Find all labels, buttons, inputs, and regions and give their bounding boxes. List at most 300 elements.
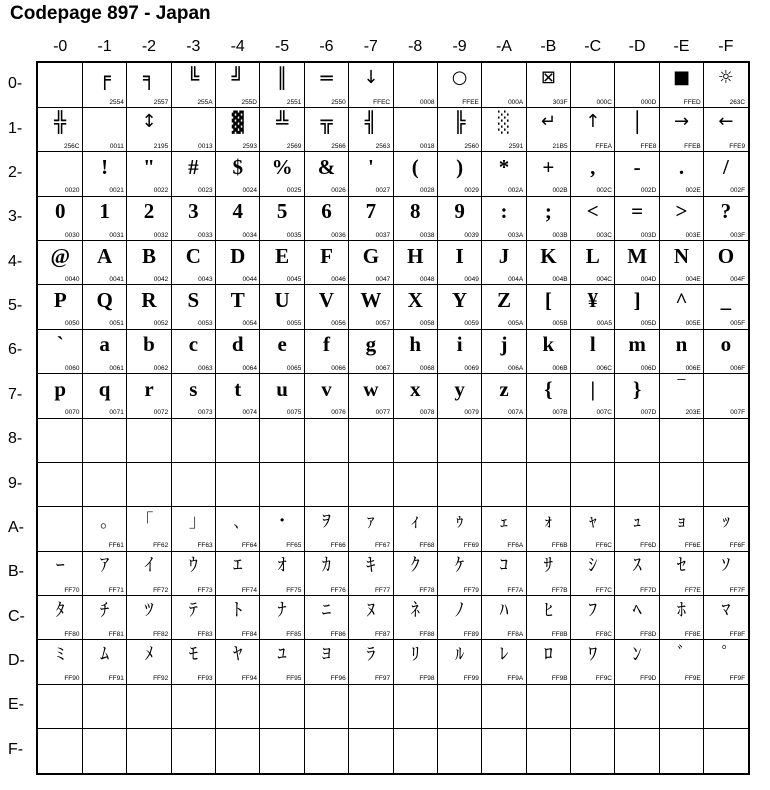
character-glyph: ｦ <box>322 510 331 532</box>
character-glyph: : <box>500 199 508 224</box>
unicode-code: FF9C <box>595 675 612 683</box>
character-glyph: ﾛ <box>543 643 553 665</box>
code-cell <box>82 374 127 419</box>
unicode-code: 002A <box>508 187 524 195</box>
code-cell <box>526 285 571 330</box>
character-glyph: ﾆ <box>322 599 331 621</box>
code-cell <box>82 329 127 374</box>
column-header: -E <box>673 38 690 55</box>
character-glyph: Q <box>96 287 113 312</box>
unicode-code: 0047 <box>375 276 391 283</box>
character-glyph: ! <box>101 154 109 179</box>
unicode-code: FF61 <box>108 542 124 550</box>
code-cell <box>571 241 616 286</box>
character-glyph: E <box>275 243 290 268</box>
code-cell <box>571 285 616 330</box>
character-glyph: ｺ <box>499 555 509 577</box>
code-cell <box>82 640 127 685</box>
unicode-code: 0018 <box>420 142 435 150</box>
unicode-code: 0036 <box>331 231 346 239</box>
row-header: F- <box>8 740 24 758</box>
code-cell <box>349 241 394 286</box>
code-cell <box>393 374 438 419</box>
code-cell <box>393 107 438 152</box>
unicode-code: 0034 <box>242 231 257 239</box>
code-cell <box>349 640 394 685</box>
character-glyph: A <box>97 243 113 268</box>
character-glyph: , <box>590 154 596 179</box>
code-cell <box>38 596 83 641</box>
code-cell <box>526 640 571 685</box>
code-cell <box>260 640 305 685</box>
code-cell <box>349 196 394 241</box>
unicode-code: 0022 <box>153 187 169 195</box>
character-glyph: 4 <box>232 199 243 224</box>
character-glyph: ░ <box>497 110 511 135</box>
column-header: -9 <box>452 38 467 55</box>
character-glyph: ｼ <box>588 555 598 577</box>
column-header: -F <box>718 38 734 55</box>
code-cell <box>127 63 172 108</box>
code-cell <box>482 596 527 641</box>
column-header: -2 <box>141 38 157 55</box>
code-cell <box>304 63 349 108</box>
unicode-code: 003E <box>685 231 701 239</box>
code-cell <box>437 196 482 241</box>
character-glyph: w <box>363 376 379 401</box>
column-header: -A <box>495 38 512 55</box>
character-glyph: ¥ <box>587 287 598 312</box>
unicode-code: 0060 <box>65 364 80 372</box>
unicode-code: FF7F <box>729 586 746 594</box>
code-cell <box>437 507 482 552</box>
character-glyph: ｲ <box>144 555 154 577</box>
code-cell <box>349 107 394 152</box>
code-cell <box>216 196 261 241</box>
unicode-code: FF8D <box>640 631 657 638</box>
unicode-code: 0067 <box>375 364 391 372</box>
character-glyph: │ <box>631 110 644 135</box>
code-cell <box>304 107 349 152</box>
unicode-code: 0064 <box>242 364 257 372</box>
unicode-code: 00A5 <box>596 320 612 328</box>
code-cell <box>393 63 438 108</box>
row-header: 7- <box>8 385 23 403</box>
character-glyph: b <box>143 332 155 357</box>
code-cell <box>38 107 83 152</box>
code-cell <box>38 551 83 596</box>
code-cell <box>304 241 349 286</box>
code-cell <box>38 152 83 197</box>
unicode-code: 0050 <box>65 320 80 328</box>
unicode-code: 2591 <box>508 142 524 150</box>
unicode-code: FF69 <box>463 542 479 550</box>
character-glyph: R <box>141 287 157 312</box>
code-cell <box>437 640 482 685</box>
unicode-code: 003D <box>640 231 657 239</box>
code-cell <box>437 63 482 108</box>
code-cell <box>526 152 571 197</box>
code-cell <box>304 152 349 197</box>
unicode-code: FF70 <box>64 586 80 594</box>
code-cell <box>482 196 527 241</box>
code-cell <box>659 152 704 197</box>
code-cell <box>659 63 704 108</box>
unicode-code: FF96 <box>330 675 346 683</box>
unicode-code: FF8F <box>729 631 746 638</box>
code-cell <box>659 329 704 374</box>
code-cell <box>349 596 394 641</box>
code-cell <box>216 329 261 374</box>
code-cell <box>171 329 216 374</box>
character-glyph: ╬ <box>54 110 67 135</box>
unicode-code: 2550 <box>331 98 346 106</box>
code-cell <box>38 640 83 685</box>
unicode-code: FF93 <box>197 675 213 683</box>
unicode-code: 0040 <box>65 276 80 283</box>
character-glyph: ` <box>56 332 64 357</box>
unicode-code: FF8C <box>595 631 612 638</box>
code-cell <box>704 374 749 419</box>
unicode-code: FF94 <box>241 675 257 683</box>
unicode-code: 005E <box>685 320 701 328</box>
unicode-code: 0073 <box>198 409 213 417</box>
unicode-code: FF78 <box>419 586 435 594</box>
unicode-code: FF6B <box>551 542 568 550</box>
character-glyph: c <box>188 332 199 357</box>
character-glyph: ﾕ <box>277 643 287 665</box>
unicode-code: FFEE <box>462 98 479 106</box>
code-cell <box>526 196 571 241</box>
character-glyph: h <box>409 332 422 357</box>
unicode-code: 006D <box>640 364 657 372</box>
character-glyph: r <box>144 376 154 401</box>
unicode-code: FF7A <box>507 586 524 594</box>
character-glyph: ﾌ <box>588 599 598 621</box>
character-glyph: $ <box>232 154 243 179</box>
code-cell <box>482 551 527 596</box>
unicode-code: FF83 <box>197 631 213 638</box>
grid-line <box>38 728 748 729</box>
grid-line <box>38 462 748 463</box>
unicode-code: 0026 <box>331 187 346 195</box>
unicode-code: 263C <box>729 98 746 106</box>
unicode-code: FFED <box>683 98 701 106</box>
character-glyph: ｶ <box>322 555 331 577</box>
character-glyph: = <box>631 199 644 224</box>
character-glyph: ' <box>367 154 374 179</box>
row-header: 4- <box>8 252 23 270</box>
character-glyph: ｪ <box>499 510 509 532</box>
character-glyph: ■ <box>672 67 690 88</box>
code-cell <box>260 551 305 596</box>
unicode-code: 007B <box>552 409 568 417</box>
character-glyph: ｬ <box>588 510 598 532</box>
character-glyph: ╚ <box>187 66 200 90</box>
code-cell <box>216 285 261 330</box>
code-cell <box>615 152 660 197</box>
character-glyph: ) <box>456 154 464 179</box>
unicode-code: 002D <box>640 187 657 195</box>
unicode-code: FF98 <box>419 675 435 683</box>
unicode-code: 005B <box>552 320 568 328</box>
unicode-code: 004D <box>640 276 657 283</box>
code-cell <box>216 152 261 197</box>
code-cell <box>127 152 172 197</box>
character-glyph: ﾔ <box>233 643 243 665</box>
code-cell <box>482 107 527 152</box>
character-glyph: d <box>231 332 244 357</box>
unicode-code: 0011 <box>109 142 124 150</box>
column-header: -C <box>584 38 602 55</box>
unicode-code: 0059 <box>464 320 479 328</box>
code-cell <box>393 329 438 374</box>
unicode-code: 0046 <box>331 276 346 283</box>
unicode-code: 005D <box>640 320 657 328</box>
unicode-code: FFEA <box>595 142 612 150</box>
character-glyph: G <box>362 243 380 268</box>
character-glyph: ; <box>544 199 552 224</box>
character-glyph: - <box>633 154 641 179</box>
unicode-code: 0072 <box>153 409 169 417</box>
code-cell <box>127 107 172 152</box>
unicode-code: 0061 <box>109 364 124 372</box>
code-cell <box>349 285 394 330</box>
code-cell <box>171 596 216 641</box>
unicode-code: 004B <box>552 276 568 283</box>
character-glyph: ｳ <box>188 555 198 577</box>
code-cell <box>38 241 83 286</box>
character-glyph: ﾜ <box>588 643 598 665</box>
unicode-code: FF88 <box>419 631 435 638</box>
character-glyph: { <box>544 376 553 401</box>
code-cell <box>526 596 571 641</box>
character-glyph: 6 <box>321 199 332 224</box>
character-glyph: ｰ <box>55 555 65 577</box>
code-cell <box>526 374 571 419</box>
code-cell <box>127 285 172 330</box>
code-cell <box>571 152 616 197</box>
code-cell <box>127 241 172 286</box>
character-glyph: ⊠ <box>540 67 556 88</box>
code-cell <box>349 329 394 374</box>
unicode-code: 0033 <box>198 231 213 239</box>
row-header: D- <box>8 652 25 670</box>
character-glyph: ｭ <box>632 510 642 532</box>
character-glyph: ﾈ <box>410 599 420 621</box>
character-glyph: v <box>321 376 332 401</box>
code-cell <box>482 241 527 286</box>
unicode-code: 007D <box>640 409 657 417</box>
unicode-code: 0056 <box>331 320 346 328</box>
character-glyph: > <box>675 199 688 224</box>
character-glyph: ﾝ <box>632 643 642 665</box>
unicode-code: FF62 <box>153 542 169 550</box>
character-glyph: ｸ <box>410 555 420 577</box>
code-cell <box>171 507 216 552</box>
character-glyph: ? <box>720 199 732 224</box>
unicode-code: FFE9 <box>729 142 746 150</box>
code-cell <box>216 596 261 641</box>
character-glyph: a <box>99 332 110 357</box>
row-header: 3- <box>8 208 23 226</box>
character-glyph: 8 <box>410 199 421 224</box>
code-cell <box>393 196 438 241</box>
code-cell <box>437 285 482 330</box>
unicode-code: FF71 <box>108 586 124 594</box>
code-cell <box>171 152 216 197</box>
unicode-code: FF79 <box>463 586 479 594</box>
code-cell <box>704 596 749 641</box>
code-cell <box>437 329 482 374</box>
character-glyph: ･ <box>277 510 287 532</box>
unicode-code: FF9E <box>684 675 701 683</box>
unicode-code: 002E <box>685 187 701 195</box>
column-header: -6 <box>319 38 334 55</box>
unicode-code: 21B5 <box>552 142 568 150</box>
code-cell <box>615 551 660 596</box>
code-cell <box>304 374 349 419</box>
code-cell <box>482 285 527 330</box>
unicode-code: 0075 <box>286 409 302 417</box>
character-glyph: ﾒ <box>144 643 154 665</box>
code-cell <box>82 285 127 330</box>
unicode-code: 0045 <box>286 276 302 283</box>
unicode-code: FF6D <box>640 542 657 550</box>
character-glyph: ╦ <box>320 110 333 135</box>
code-cell <box>571 374 616 419</box>
code-cell <box>349 551 394 596</box>
character-glyph: ﾃ <box>188 599 198 621</box>
unicode-code: 2551 <box>286 98 302 106</box>
unicode-code: 0065 <box>286 364 302 372</box>
unicode-code: 0032 <box>153 231 169 239</box>
character-glyph: ﾗ <box>366 643 376 665</box>
character-glyph: ､ <box>233 510 243 532</box>
character-glyph: ﾓ <box>188 643 198 665</box>
unicode-code: 2566 <box>331 142 346 150</box>
character-glyph: ﾙ <box>455 643 465 665</box>
character-glyph: ﾂ <box>144 599 154 621</box>
unicode-code: 0029 <box>464 187 479 195</box>
unicode-code: 004C <box>596 276 612 283</box>
unicode-code: 007F <box>730 409 746 417</box>
code-cell <box>659 196 704 241</box>
code-cell <box>260 152 305 197</box>
unicode-code: FF73 <box>197 586 213 594</box>
unicode-code: FF97 <box>374 675 391 683</box>
character-glyph: D <box>230 243 246 268</box>
unicode-code: 005A <box>508 320 524 328</box>
character-glyph: s <box>189 376 198 401</box>
unicode-code: 0035 <box>286 231 302 239</box>
character-glyph: ｢ <box>144 510 154 532</box>
unicode-code: 0054 <box>242 320 257 328</box>
character-glyph: p <box>54 376 67 401</box>
character-glyph: g <box>365 332 377 357</box>
code-cell <box>704 241 749 286</box>
unicode-code: 0030 <box>65 231 80 239</box>
row-header: 8- <box>8 430 23 448</box>
character-glyph: B <box>141 243 156 268</box>
character-glyph: ｱ <box>100 555 110 577</box>
unicode-code: 0027 <box>375 187 391 195</box>
character-glyph: ╒ <box>98 66 111 90</box>
unicode-code: 0076 <box>331 409 346 417</box>
code-cell <box>571 596 616 641</box>
character-glyph: i <box>456 332 463 357</box>
character-glyph: ﾑ <box>100 643 110 665</box>
character-glyph: ═ <box>320 66 333 90</box>
code-cell <box>38 329 83 374</box>
character-glyph: ｹ <box>455 555 465 577</box>
unicode-code: FF67 <box>374 542 391 550</box>
character-glyph: # <box>188 154 199 179</box>
unicode-code: 0044 <box>242 276 257 283</box>
character-glyph: ﾇ <box>366 599 376 621</box>
character-glyph: X <box>407 287 423 312</box>
character-glyph: ﾚ <box>499 643 509 665</box>
unicode-code: 0052 <box>153 320 169 328</box>
unicode-code: 005F <box>730 320 746 328</box>
row-header: 6- <box>8 341 23 359</box>
column-header: -0 <box>53 38 68 55</box>
code-cell <box>82 551 127 596</box>
unicode-code: 004E <box>685 276 701 283</box>
character-glyph: | <box>590 376 596 401</box>
code-cell <box>304 551 349 596</box>
unicode-code: 0069 <box>464 364 479 372</box>
unicode-code: 000C <box>596 98 612 106</box>
character-glyph: [ <box>544 287 552 312</box>
character-glyph: H <box>407 243 424 268</box>
unicode-code: 0023 <box>198 187 213 195</box>
character-glyph: @ <box>50 243 71 268</box>
character-glyph: z <box>499 376 509 401</box>
code-cell <box>615 107 660 152</box>
unicode-code: 0051 <box>109 320 124 328</box>
character-glyph: ﾏ <box>721 599 731 621</box>
character-glyph: U <box>274 287 290 312</box>
code-cell <box>615 285 660 330</box>
unicode-code: 203E <box>685 409 701 417</box>
unicode-code: FF89 <box>463 631 479 638</box>
row-header: 0- <box>8 75 23 93</box>
column-header: -4 <box>230 38 245 55</box>
code-cell <box>437 241 482 286</box>
unicode-code: 2557 <box>153 98 169 106</box>
unicode-code: 255A <box>197 98 213 106</box>
character-glyph: ( <box>411 154 419 179</box>
character-glyph: ╕ <box>142 66 156 90</box>
unicode-code: 0070 <box>65 409 80 417</box>
unicode-code: 0071 <box>109 409 124 417</box>
character-glyph: m <box>628 332 646 357</box>
code-cell <box>171 640 216 685</box>
character-glyph: 2 <box>143 199 155 224</box>
unicode-code: FF68 <box>419 542 435 550</box>
unicode-code: 0031 <box>109 231 124 239</box>
unicode-code: FF6A <box>507 542 524 550</box>
code-cell <box>615 196 660 241</box>
character-glyph: ║ <box>276 66 289 90</box>
character-glyph: ﾀ <box>55 599 65 621</box>
character-glyph: k <box>542 332 555 357</box>
column-header: -8 <box>408 38 423 55</box>
code-cell <box>260 507 305 552</box>
unicode-code: 0078 <box>420 409 435 417</box>
character-glyph: " <box>143 154 155 179</box>
